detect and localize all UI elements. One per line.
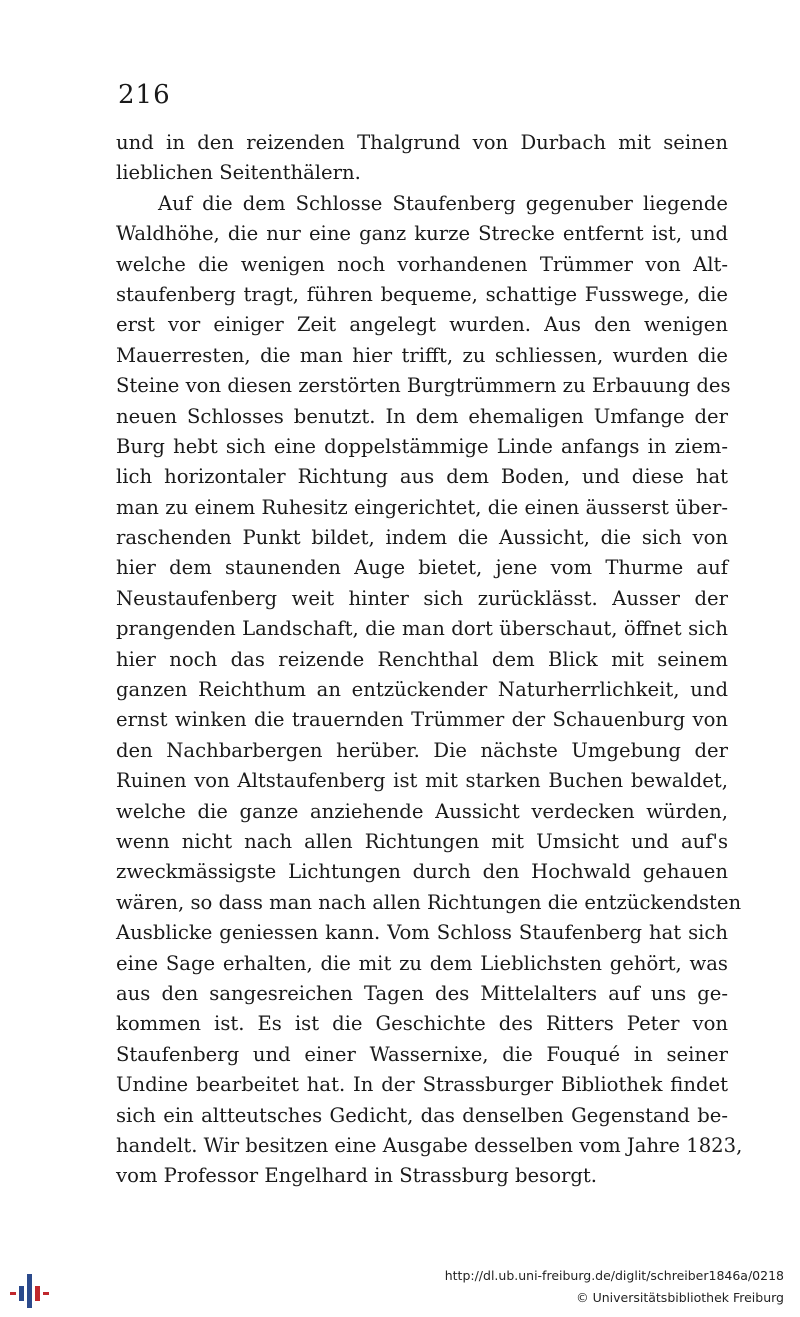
text-line-3: Auf die dem Schlosse Staufenberg gegenuber liegende (158, 191, 728, 215)
text-line-5: welche die wenigen noch vorhandenen Trümmer von Alt- (116, 252, 728, 276)
text-line-16: Neustaufenberg weit hinter sich zurücklässt. Ausser der (116, 586, 728, 610)
text-line-28: eine Sage erhalten, die mit zu dem Lieblichsten gehört, was (116, 951, 728, 975)
copyright-text: © Universitätsbibliothek Freiburg (576, 1290, 784, 1305)
text-line-33: sich ein altteutsches Gedicht, das denselben Gegenstand be- (116, 1103, 728, 1127)
page-number: 216 (118, 80, 171, 110)
text-line-8: Mauerresten, die man hier trifft, zu schliessen, wurden die (116, 343, 728, 367)
text-line-6: staufenberg tragt, führen bequeme, schattige Fusswege, die (116, 282, 728, 306)
text-line-4: Waldhöhe, die nur eine ganz kurze Strecke entfernt ist, und (116, 222, 728, 246)
text-line-15: hier dem staunenden Auge bietet, jene vom Thurme auf (116, 556, 728, 580)
text-line-7: erst vor einiger Zeit angelegt wurden. Aus den wenigen (116, 313, 728, 337)
text-line-30: kommen ist. Es ist die Geschichte des Ritters Peter von (116, 1012, 728, 1036)
text-line-29: aus den sangesreichen Tagen des Mittelalters auf uns ge- (116, 981, 728, 1005)
text-line-1: und in den reizenden Thalgrund von Durbach mit seinen (116, 131, 728, 154)
text-line-11: Burg hebt sich eine doppelstämmige Linde anfangs in ziem- (116, 434, 728, 458)
text-line-20: ernst winken die trauernden Trümmer der Schauenburg von (116, 708, 728, 732)
text-line-19: ganzen Reichthum an entzückender Naturherrlichkeit, und (116, 678, 728, 702)
text-line-21: den Nachbarbergen herüber. Die nächste Umgebung der (116, 738, 728, 762)
text-line-24: wenn nicht nach allen Richtungen mit Umsicht und auf's (116, 829, 728, 853)
footer (0, 1260, 800, 1317)
text-line-2: lieblichen Seitenthälern. (116, 161, 361, 185)
text-line-13: man zu einem Ruhesitz eingerichtet, die einen äusserst über- (116, 495, 728, 519)
text-line-14: raschenden Punkt bildet, indem die Aussicht, die sich von (116, 526, 728, 550)
text-line-34: handelt. Wir besitzen eine Ausgabe desselben vom Jahre 1823, (116, 1133, 743, 1157)
text-line-10: neuen Schlosses benutzt. In dem ehemaligen Umfange der (116, 404, 728, 428)
text-line-12: lich horizontaler Richtung aus dem Boden, und diese hat (116, 465, 728, 489)
text-line-25: zweckmässigste Lichtungen durch den Hochwald gehauen (116, 860, 728, 884)
text-line-23: welche die ganze anziehende Aussicht verdecken würden, (116, 799, 728, 823)
text-line-17: prangenden Landschaft, die man dort überschaut, öffnet sich (116, 617, 728, 641)
ub-freiburg-logo-icon (10, 1270, 50, 1310)
text-line-22: Ruinen von Altstaufenberg ist mit starken Buchen bewaldet, (116, 769, 728, 793)
text-line-26: wären, so dass man nach allen Richtungen die entzückendsten (116, 890, 742, 914)
text-line-27: Ausblicke geniessen kann. Vom Schloss Staufenberg hat sich (116, 921, 728, 945)
text-line-9: Steine von diesen zerstörten Burgtrümmern zu Erbauung des (116, 374, 731, 398)
text-line-18: hier noch das reizende Renchthal dem Blick mit seinem (116, 647, 728, 671)
text-line-31: Staufenberg und einer Wassernixe, die Fouqué in seiner (116, 1042, 728, 1066)
body-text (116, 128, 743, 1192)
text-line-32: Undine bearbeitet hat. In der Strassburger Bibliothek findet (116, 1073, 728, 1097)
source-url-link[interactable]: http://dl.ub.uni-freiburg.de/diglit/schreiber1846a/0218 (444, 1268, 784, 1283)
text-line-35: vom Professor Engelhard in Strassburg besorgt. (116, 1164, 598, 1188)
